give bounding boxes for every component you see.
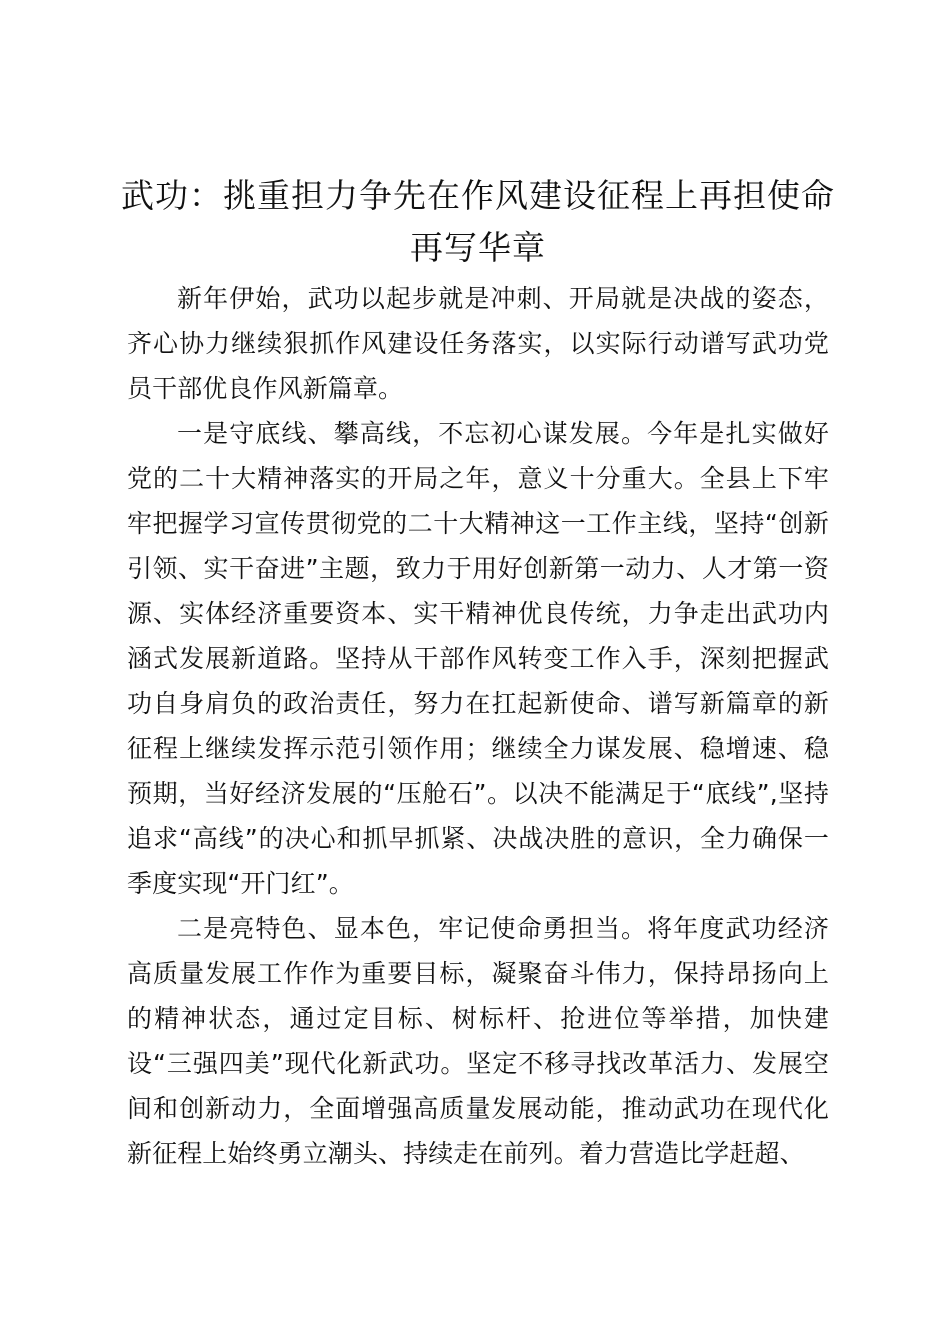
document-body [127,276,829,1176]
paragraph-point-two: 二是亮特色、显本色，牢记使命勇担当。将年度武功经济高质量发展工作作为重要目标，凝聚奋斗伟力，保持昂扬向上的精神状态，通过定目标、树标杆、抢进位等举措，加快建设“三强四美”现代化新武功。坚定不移寻找改革活力、发展空间和创新动力，全面增强高质量发展动能，推动武功在现代化新征程上始终勇立潮头、持续走在前列。着力营造比学赶超、 [127,914,829,1168]
paragraph-intro: 新年伊始，武功以起步就是冲刺、开局就是决战的姿态，齐心协力继续狠抓作风建设任务落实，以实际行动谱写武功党员干部优良作风新篇章。 [127,284,829,403]
document-title: 武功：挑重担力争先在作风建设征程上再担使命再写华章 [121,176,835,267]
paragraph-point-one: 一是守底线、攀高线，不忘初心谋发展。今年是扎实做好党的二十大精神落实的开局之年，意义十分重大。全县上下牢牢把握学习宣传贯彻党的二十大精神这一工作主线，坚持“创新引领、实干奋进”主题，致力于用好创新第一动力、人才第一资源、实体经济重要资本、实干精神优良传统，力争走出武功内涵式发展新道路。坚持从干部作风转变工作入手，深刻把握武功自身肩负的政治责任，努力在扛起新使命、谱写新篇章的新征程上继续发挥示范引领作用；继续全力谋发展、稳增速、稳预期，当好经济发展的“压舱石”。以决不能满足于“底线”,坚持追求“高线”的决心和抓早抓紧、决战决胜的意识，全力确保一季度实现“开门红”。 [127,419,829,898]
